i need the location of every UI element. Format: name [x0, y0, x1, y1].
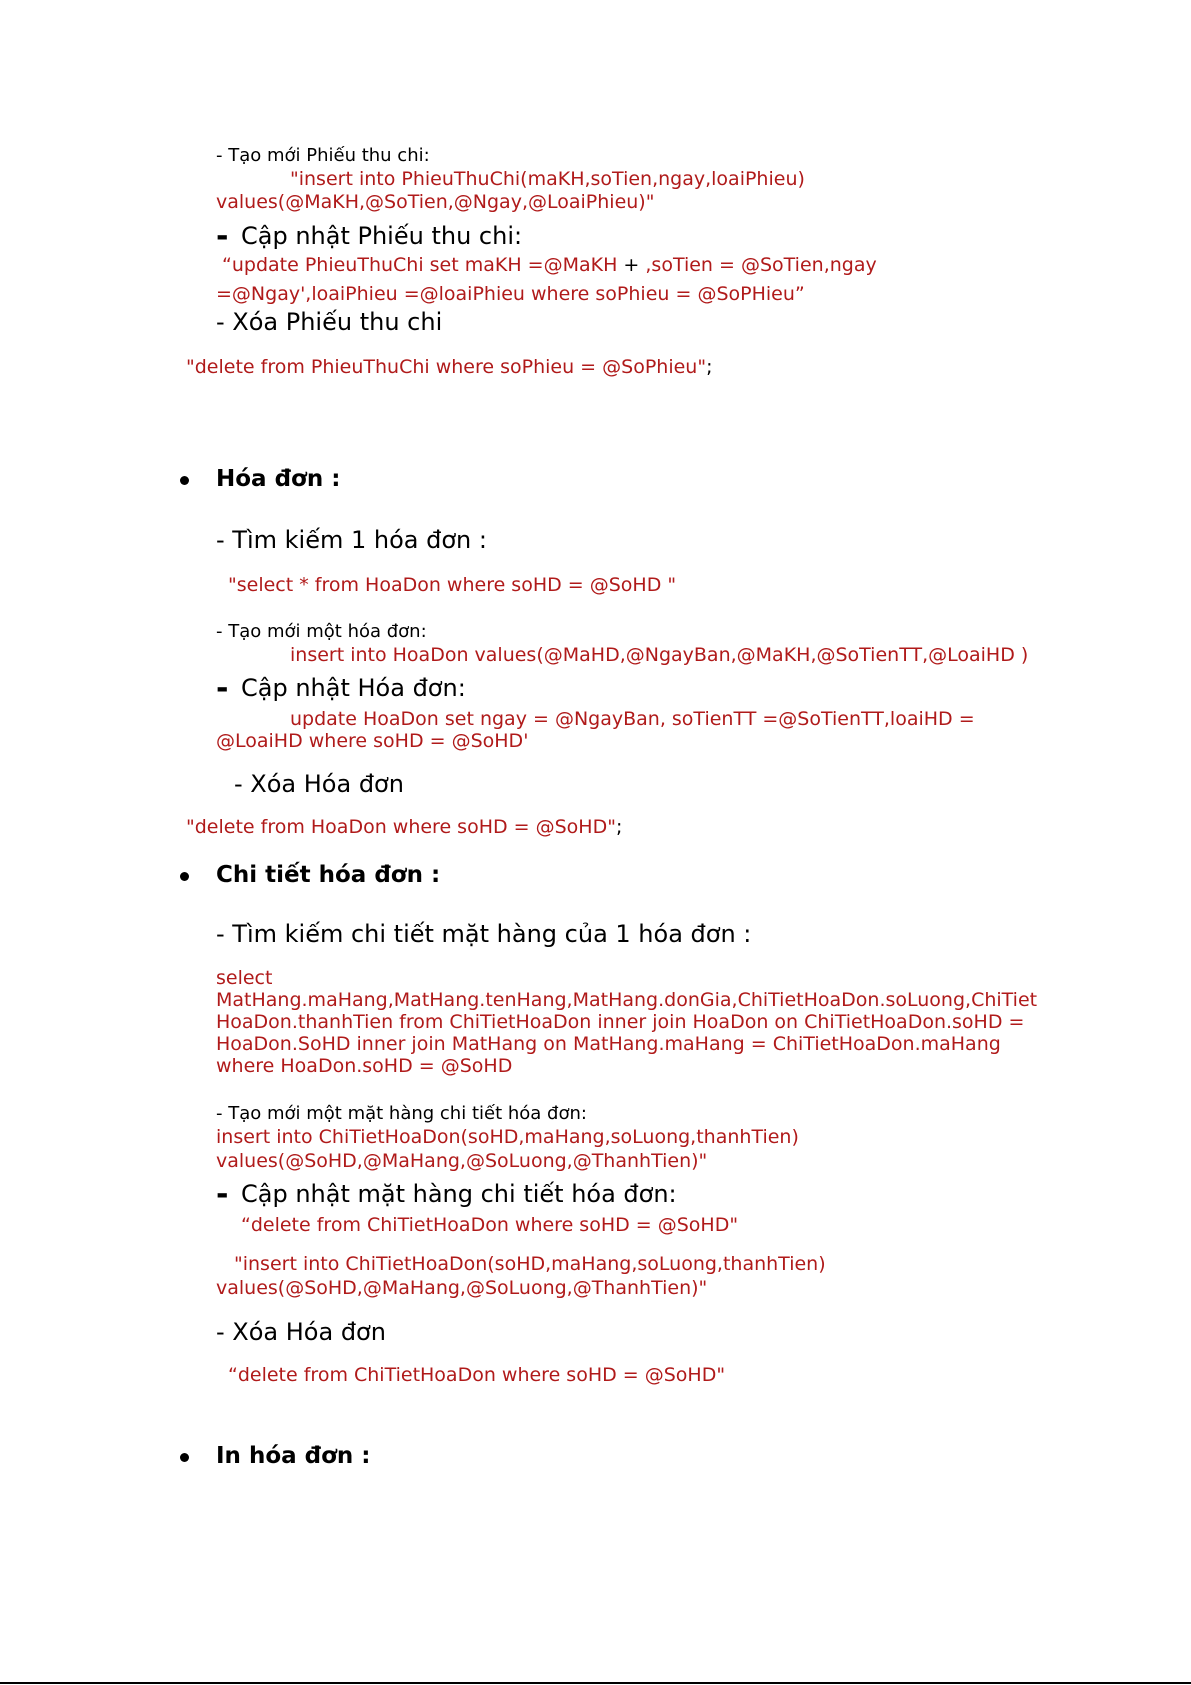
cthd-search-sql-3: HoaDon.thanhTien from ChiTietHoaDon inner join HoaDon on ChiTietHoaDon.soHD =	[216, 1011, 1025, 1033]
hd-delete-sql	[186, 816, 622, 839]
cthd-search-sql-4: HoaDon.SoHD inner join MatHang on MatHang.maHang = ChiTietHoaDon.maHang	[216, 1033, 1001, 1055]
cthd-search-sql-5: where HoaDon.soHD = @SoHD	[216, 1055, 513, 1077]
hd-heading: Hóa đơn :	[216, 466, 341, 492]
cthd-heading: Chi tiết hóa đơn :	[216, 862, 441, 888]
hd-delete-sql-end: ;	[615, 816, 623, 838]
hd-create-sql: insert into HoaDon values(@MaHD,@NgayBan,@MaKH,@SoTienTT,@LoaiHD )	[290, 644, 1029, 666]
ptc-create-sql-1: "insert into PhieuThuChi(maKH,soTien,ngay,loaiPhieu)	[290, 168, 805, 190]
cthd-update-sql-1: “delete from ChiTietHoaDon where soHD = @SoHD"	[241, 1214, 739, 1236]
ptc-delete-sql-end: ;	[706, 356, 713, 378]
hd-delete-sql-text: "delete from HoaDon where soHD = @SoHD"	[186, 816, 616, 838]
ptc-update-label: Cập nhật Phiếu thu chi:	[241, 222, 523, 250]
cthd-delete-sql: “delete from ChiTietHoaDon where soHD = @SoHD"	[228, 1364, 726, 1386]
ptc-delete-sql-text: "delete from PhieuThuChi where soPhieu = @SoPhieu"	[186, 356, 707, 378]
ptc-delete-sql	[186, 356, 713, 379]
cthd-search-sql-2: MatHang.maHang,MatHang.tenHang,MatHang.donGia,ChiTietHoaDon.soLuong,ChiTiet	[216, 989, 1038, 1011]
cthd-search-sql-1: select	[216, 967, 273, 989]
hd-update-sql-2: @LoaiHD where soHD = @SoHD'	[216, 730, 529, 752]
ptc-delete-label: - Xóa Phiếu thu chi	[216, 308, 443, 336]
ptc-update-dash: -	[216, 219, 229, 254]
cthd-update-label: Cập nhật mặt hàng chi tiết hóa đơn:	[241, 1180, 677, 1208]
cthd-create-sql-1: insert into ChiTietHoaDon(soHD,maHang,soLuong,thanhTien)	[216, 1126, 799, 1148]
in-hd-heading: In hóa đơn :	[216, 1443, 371, 1469]
hd-delete-label: - Xóa Hóa đơn	[234, 770, 404, 798]
cthd-update-dash: -	[216, 1177, 229, 1212]
hd-create-label: - Tạo mới một hóa đơn:	[216, 621, 427, 642]
hd-update-dash: -	[216, 671, 229, 706]
ptc-update-sql-1	[222, 254, 877, 277]
cthd-create-label: - Tạo mới một mặt hàng chi tiết hóa đơn:	[216, 1103, 587, 1124]
ptc-update-plus: +	[623, 254, 640, 276]
cthd-delete-label: - Xóa Hóa đơn	[216, 1318, 386, 1346]
hd-update-sql-1: update HoaDon set ngay = @NgayBan, soTienTT =@SoTienTT,loaiHD =	[290, 708, 975, 730]
bullet-in-hoa-don	[180, 1453, 189, 1462]
cthd-create-sql-2: values(@SoHD,@MaHang,@SoLuong,@ThanhTien)"	[216, 1150, 708, 1172]
ptc-update-sql-1a: “update PhieuThuChi set maKH =@MaKH	[222, 254, 624, 276]
hd-search-sql: "select * from HoaDon where soHD = @SoHD "	[228, 574, 677, 596]
ptc-create-label: - Tạo mới Phiếu thu chi:	[216, 145, 430, 166]
ptc-create-sql-2: values(@MaKH,@SoTien,@Ngay,@LoaiPhieu)"	[216, 191, 655, 213]
page-bottom-rule	[0, 1682, 1191, 1684]
ptc-update-sql-1c: ,soTien = @SoTien,ngay	[639, 254, 877, 276]
bullet-chi-tiet-hoa-don	[180, 872, 189, 881]
hd-search-label: - Tìm kiếm 1 hóa đơn :	[216, 526, 487, 554]
bullet-hoa-don	[180, 476, 189, 485]
cthd-search-label: - Tìm kiếm chi tiết mặt hàng của 1 hóa đơn :	[216, 920, 752, 948]
ptc-update-sql-2: =@Ngay',loaiPhieu =@loaiPhieu where soPhieu = @SoPHieu”	[216, 283, 805, 305]
cthd-update-sql-2: "insert into ChiTietHoaDon(soHD,maHang,soLuong,thanhTien)	[234, 1253, 826, 1275]
cthd-update-sql-3: values(@SoHD,@MaHang,@SoLuong,@ThanhTien)"	[216, 1277, 708, 1299]
hd-update-label: Cập nhật Hóa đơn:	[241, 674, 466, 702]
